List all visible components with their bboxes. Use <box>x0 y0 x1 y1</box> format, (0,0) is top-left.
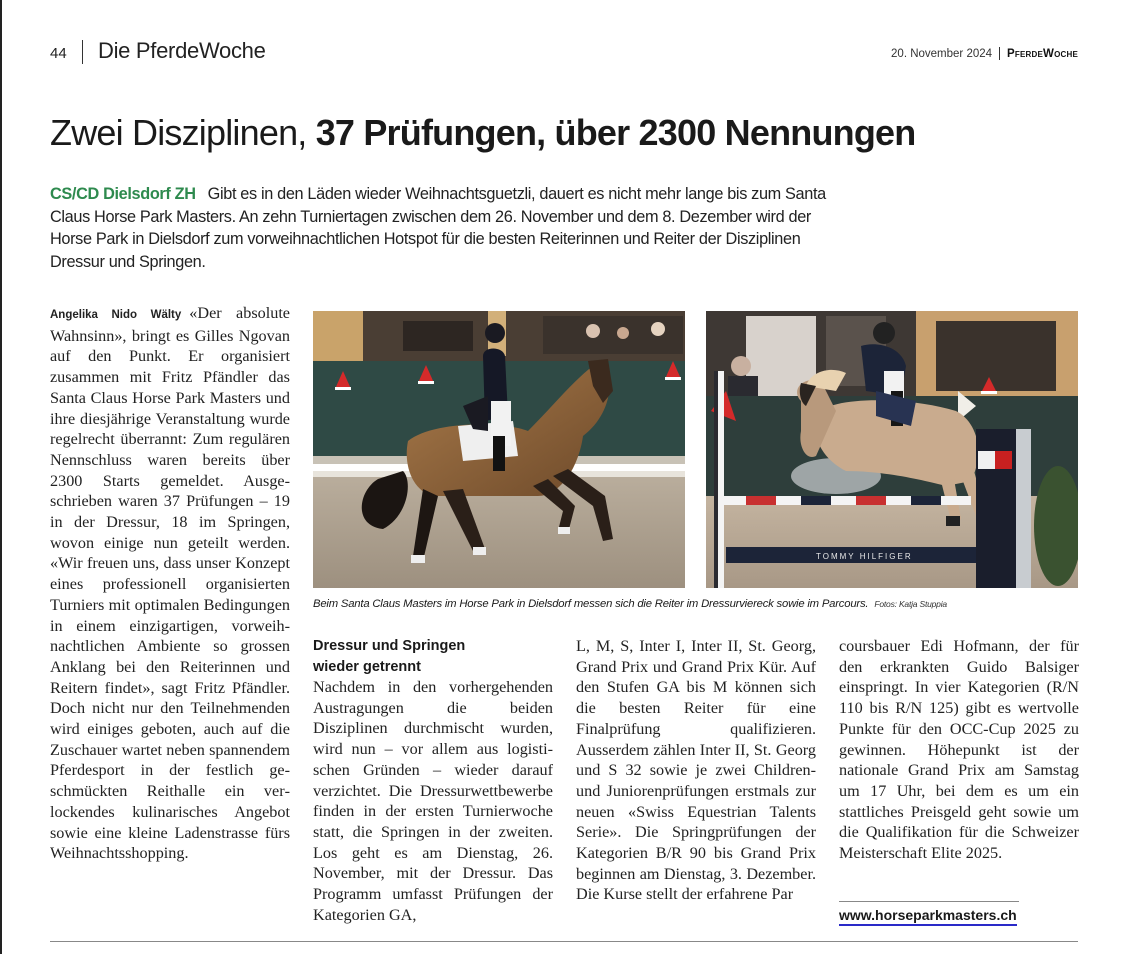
column-1-text: «Der absolute Wahnsinn», bringt es Gilles Ngovan auf den Punkt. Er organisiert zusammen mit Fritz Pfändler das Santa Claus Horse Park Masters und ihre diesjährige Veranstaltung wurde regelrecht überrannt: Zum regulären Nennschluss waren bereits über 2300 Starts gemeldet. Ausgeschrieben waren 37 Prüfungen – 19 in der Dressur, 18 im Springen, wovon einige nun geteilt werden. «Wir freuen uns, dass unser Konzept eines professionell organisierten Turniers mit optimalen Bedingungen in einem einzigartigen, vorweihnachtlichen Ambiente so grossen Anklang bei den Reiterinnen und Reitern findet», sagt Fritz Pfändler. Doch nicht nur den Teilnehmenden wird einiges geboten, auch auf die Zuschauer wartet neben spannendem Pferdesport in der festlich geschmückten Reithalle ein verlockendes kulinarisches Angebot sowie eine kleine Ladenstrasse fürs Weihnachtsshopping. <box>50 304 290 863</box>
headline-part-1: Zwei Disziplinen, <box>50 112 307 153</box>
page-header <box>50 38 1078 66</box>
column-2-text: Nachdem in den vorhergehenden Austragungen die beiden Disziplinen durchmischt wurden, wird nun – vor allem aus logistischen Gründen – wieder darauf verzichtet. Die Dressurwettbewerbe finden in der ersten Turnierwoche statt, die Springen in der zweiten. Los geht es am Dienstag, 26. November, mit der Dressur. Das Programm umfasst Prüfungen der Kategorien GA, <box>313 678 553 924</box>
publication-name: Die PferdeWoche <box>98 38 266 63</box>
link-divider <box>839 901 1019 902</box>
subheading <box>313 636 553 677</box>
headline-part-2: 37 Prüfungen, <box>315 112 546 153</box>
photo-show-jumping <box>706 311 1078 588</box>
subheading-line-1: Dressur und Springen <box>313 638 466 654</box>
column-4-text: coursbauer Edi Hofmann, der für den erkrankten Guido Balsiger einspringt. In vier Kategorien (R/N 110 bis R/N 125) gibt es wertvolle Punkte für den OCC-Cup 2025 zu gewinnen. Höhepunkt ist der nationale Grand Prix am Samstag um 17 Uhr, bei dem es um ein stattliches Preisgeld geht sowie um die Qualifikation für die Schweizer Meisterschaft Elite 2025. <box>839 637 1079 863</box>
photo-caption <box>313 598 1083 610</box>
sponsor-text-rail: TOMMY HILFIGER <box>816 552 913 561</box>
text-column-3 <box>576 636 816 905</box>
page-bottom-rule <box>50 941 1078 942</box>
article-lead <box>50 183 830 273</box>
headline-part-3: über 2300 Nennungen <box>554 112 916 153</box>
photo-dressage <box>313 311 685 588</box>
header-divider <box>82 40 83 64</box>
subheading-line-2: wieder getrennt <box>313 658 421 675</box>
page-edge <box>0 0 2 954</box>
text-column-1 <box>50 303 290 864</box>
photo-credit: Fotos: Katja Stuppia <box>874 599 947 609</box>
text-column-4 <box>839 636 1079 864</box>
column-3-text: L, M, S, Inter I, Inter II, St. Georg, Grand Prix und Grand Prix Kür. Auf den Stufen GA bis M können sich die besten Reiter für eine Finalprüfung qualifizieren. Ausserdem zählen Inter II, St. Georg und S 32 sowie je zwei Children- und Juniorenprüfungen erstmals zur neuen «Swiss Equestrian Talents Serie». Die Springprüfungen der Kategorien B/R 90 bis Grand Prix beginnen am Dienstag, 3. Dezember. Die Kurse stellt der erfahrene Par <box>576 637 816 904</box>
header-right <box>891 47 1078 60</box>
caption-text: Beim Santa Claus Masters im Horse Park in Dielsdorf messen sich die Reiter im Dressurviereck sowie im Parcours. <box>313 598 869 610</box>
lead-text: Gibt es in den Läden wieder Weihnachtsguetzli, dauert es nicht mehr lange bis zum Santa Claus Horse Park Masters. An zehn Turniertagen zwischen dem 26. November und dem 8. Dezember wird der Horse Park in Dielsdorf zum vorweihnachtlichen Hotspot für die besten Reiterinnen und Reiter der Disziplinen Dressur und Springen. <box>50 185 826 271</box>
dressage-photo-illustration <box>313 311 685 588</box>
website-link[interactable]: www.horseparkmasters.ch <box>839 907 1017 926</box>
author-byline: Angelika Nido Wälty <box>50 309 182 321</box>
header-divider-right <box>999 47 1000 60</box>
text-column-2 <box>313 636 553 925</box>
page-number: 44 <box>50 45 67 62</box>
brand-logo: PferdeWoche <box>1007 47 1078 60</box>
dateline: CS/CD Dielsdorf ZH <box>50 185 196 203</box>
issue-date: 20. November 2024 <box>891 47 993 60</box>
jumping-photo-illustration <box>706 311 1078 588</box>
article-headline <box>50 112 915 154</box>
